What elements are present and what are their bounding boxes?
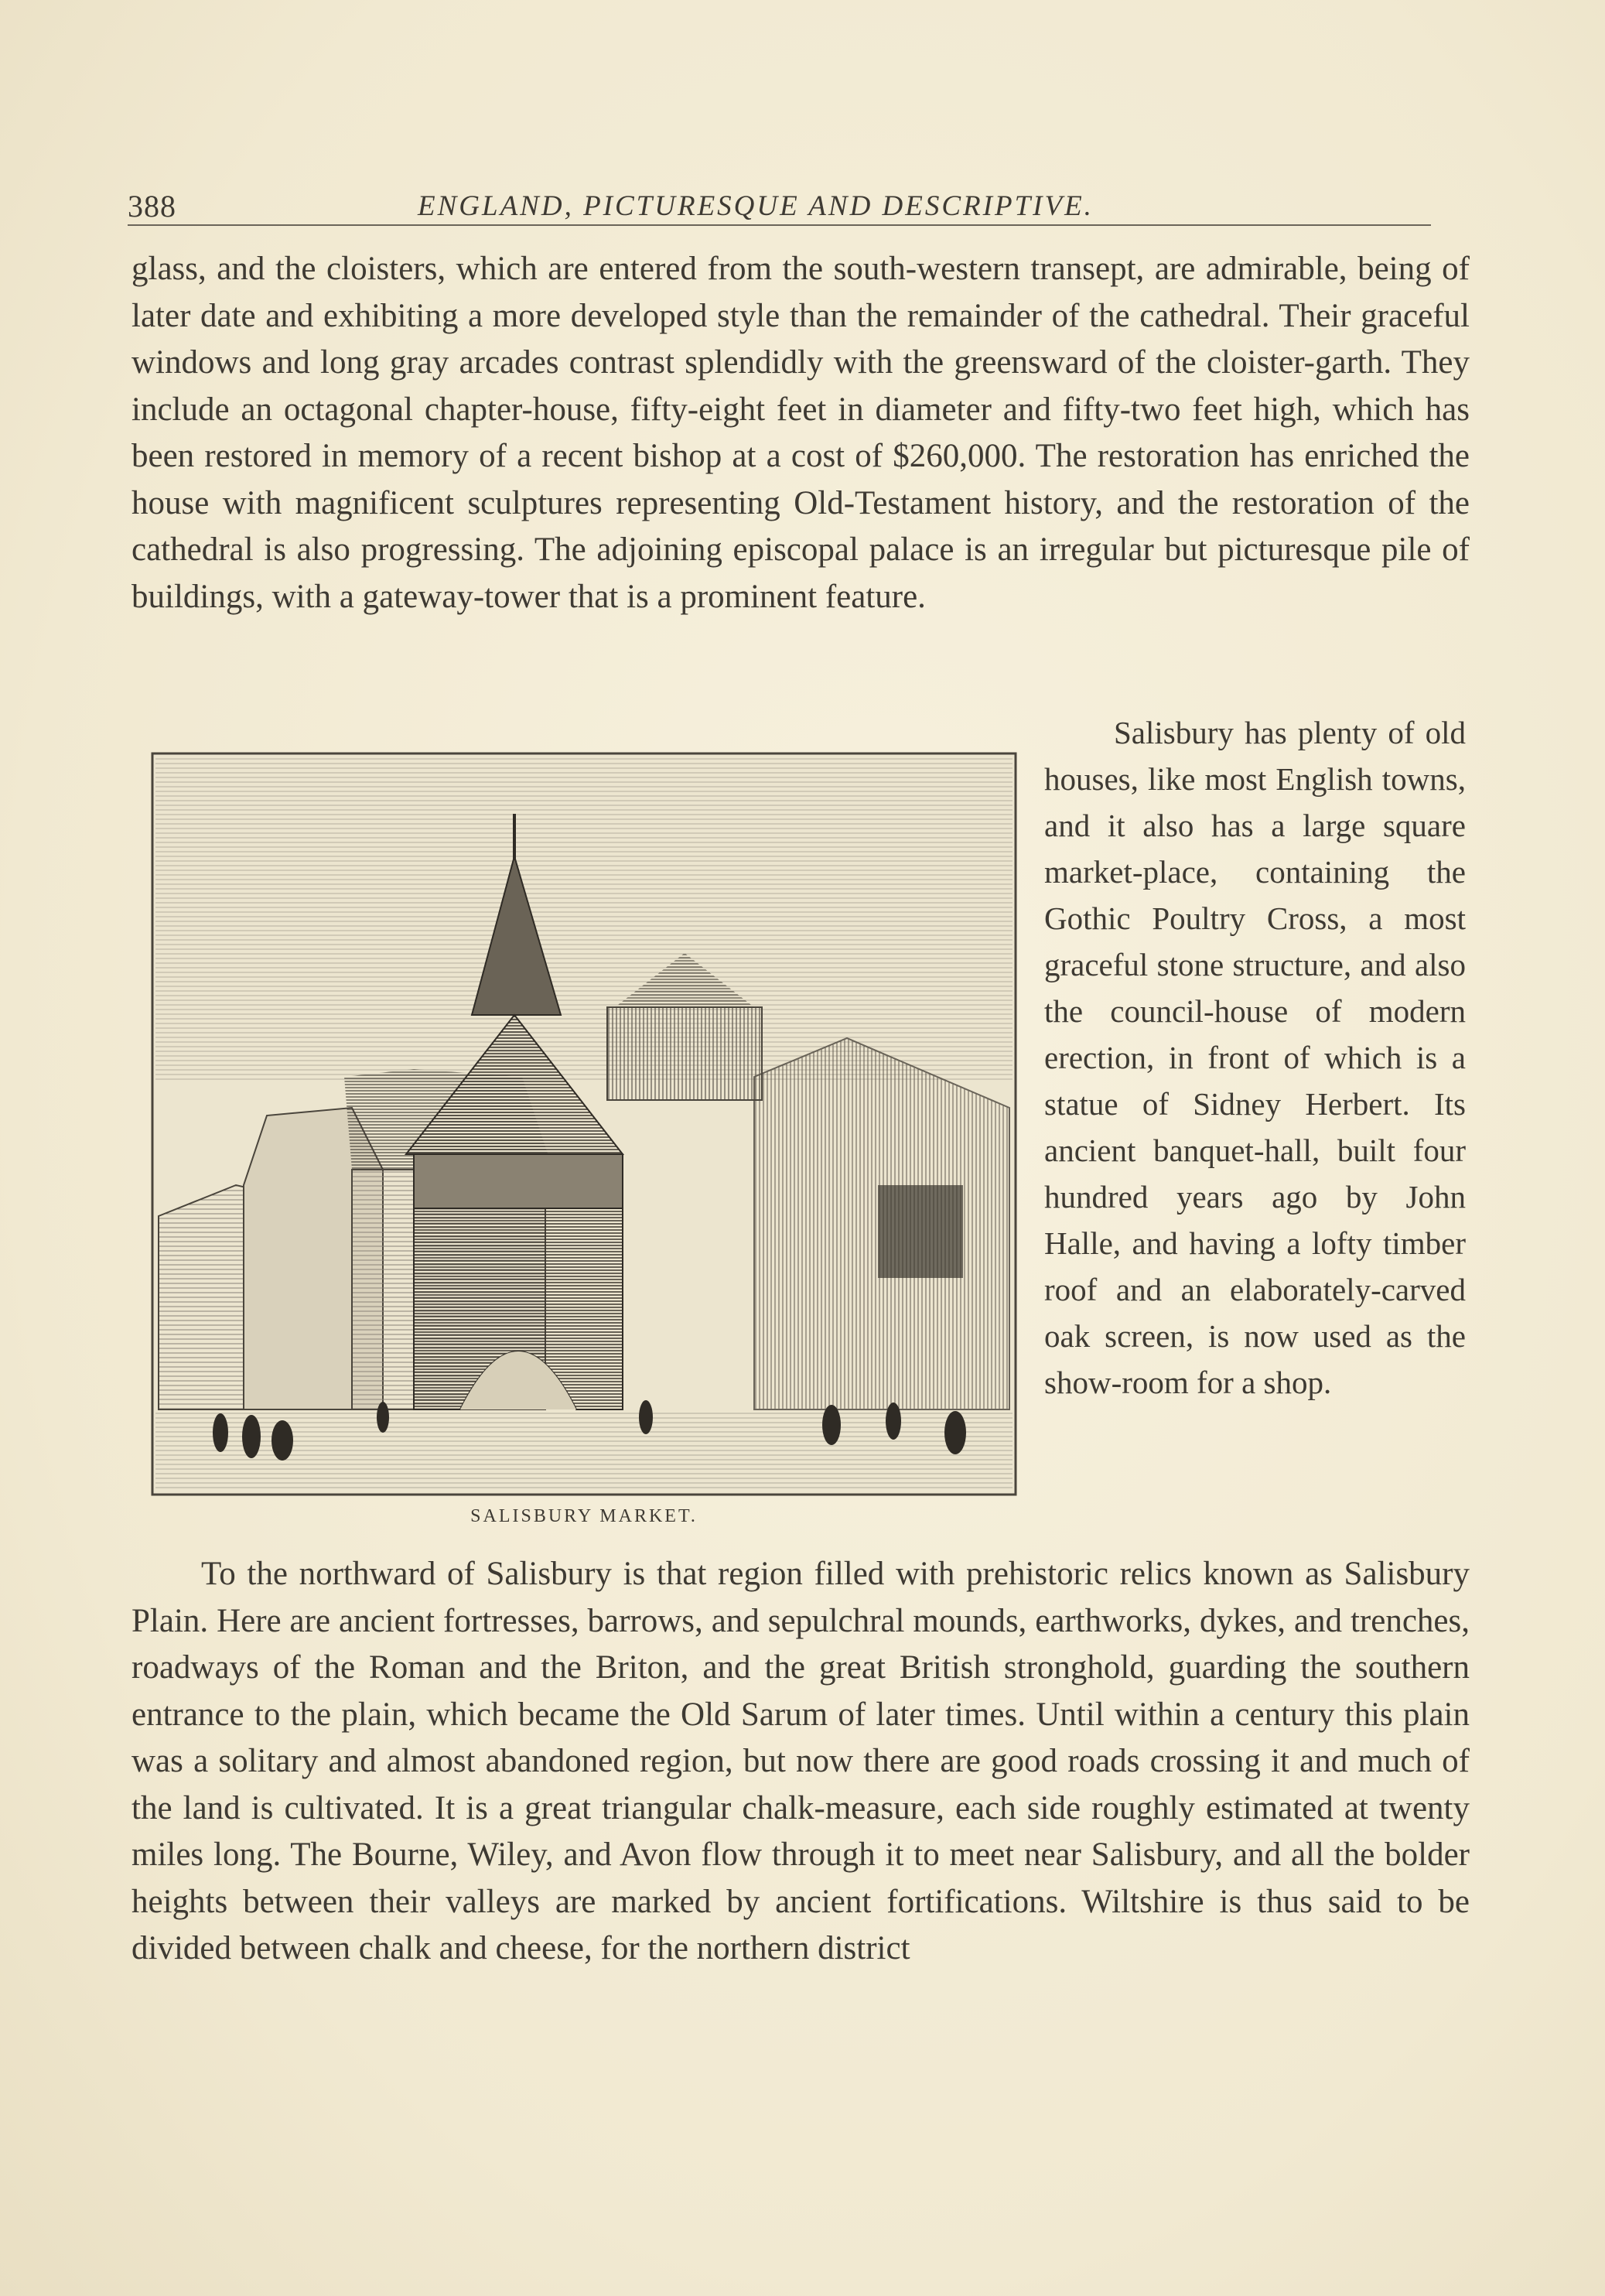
paragraph-text: Salisbury has plenty of old houses, like most English towns, and it also has a large square market-place, containing the Gothic Poultry Cross, a most graceful stone structure, and also the council-house of modern erection, in front of which is a statue of Sidney Herbert. Its ancient banquet-hall, built four hundred years ago by John Halle, and having a lofty timber roof and an elaborately-carved oak screen, is now used as the show-room for a shop. — [1044, 715, 1466, 1400]
running-title: ENGLAND, PICTURESQUE AND DESCRIPTIVE. — [418, 190, 1094, 222]
paragraph-salisbury-plain — [131, 1551, 1470, 1973]
page-header — [128, 174, 1431, 228]
paragraph-salisbury-houses — [1044, 709, 1466, 1406]
header-rule — [128, 224, 1431, 226]
engraving-illustration — [151, 752, 1017, 1498]
figure-caption: SALISBURY MARKET. — [470, 1506, 698, 1526]
paragraph-cloisters — [131, 246, 1470, 620]
paragraph-text: glass, and the cloisters, which are entered from the south-western transept, are admirable, being of later date and exhibiting a more developed style than the remainder of the cathedral. Their graceful windows and long gray arcades contrast splendidly with the greensward of the cloister-garth. They include an octagonal chapter-house, fifty-eight feet in diameter and fifty-two feet high, which has been restored in memory of a recent bishop at a cost of $260,000. The restoration has enriched the house with magnificent sculptures representing Old-Testament history, and the restoration of the cathedral is also progressing. The adjoining episcopal palace is an irregular but picturesque pile of buildings, with a gateway-tower that is a prominent feature. — [131, 251, 1470, 615]
figure-salisbury-market — [151, 752, 1017, 1526]
paragraph-text: To the northward of Salisbury is that region filled with prehistoric relics known as Salisbury Plain. Here are ancient fortresses, barrows, and sepulchral mounds, earthworks, dykes, and trenches, roadways of the Roman and the Briton, and the great British stronghold, guarding the southern entrance to the plain, which became the Old Sarum of later times. Until within a century this plain was a solitary and almost abandoned region, but now there are good roads crossing it and much of the land is cultivated. It is a great triangular chalk-measure, each side roughly estimated at twenty miles long. The Bourne, Wiley, and Avon flow through it to meet near Salisbury, and all the bolder heights between their valleys are marked by ancient fortifications. Wiltshire is thus said to be divided between chalk and cheese, for the northern district — [131, 1556, 1470, 1966]
page-number: 388 — [128, 189, 176, 224]
